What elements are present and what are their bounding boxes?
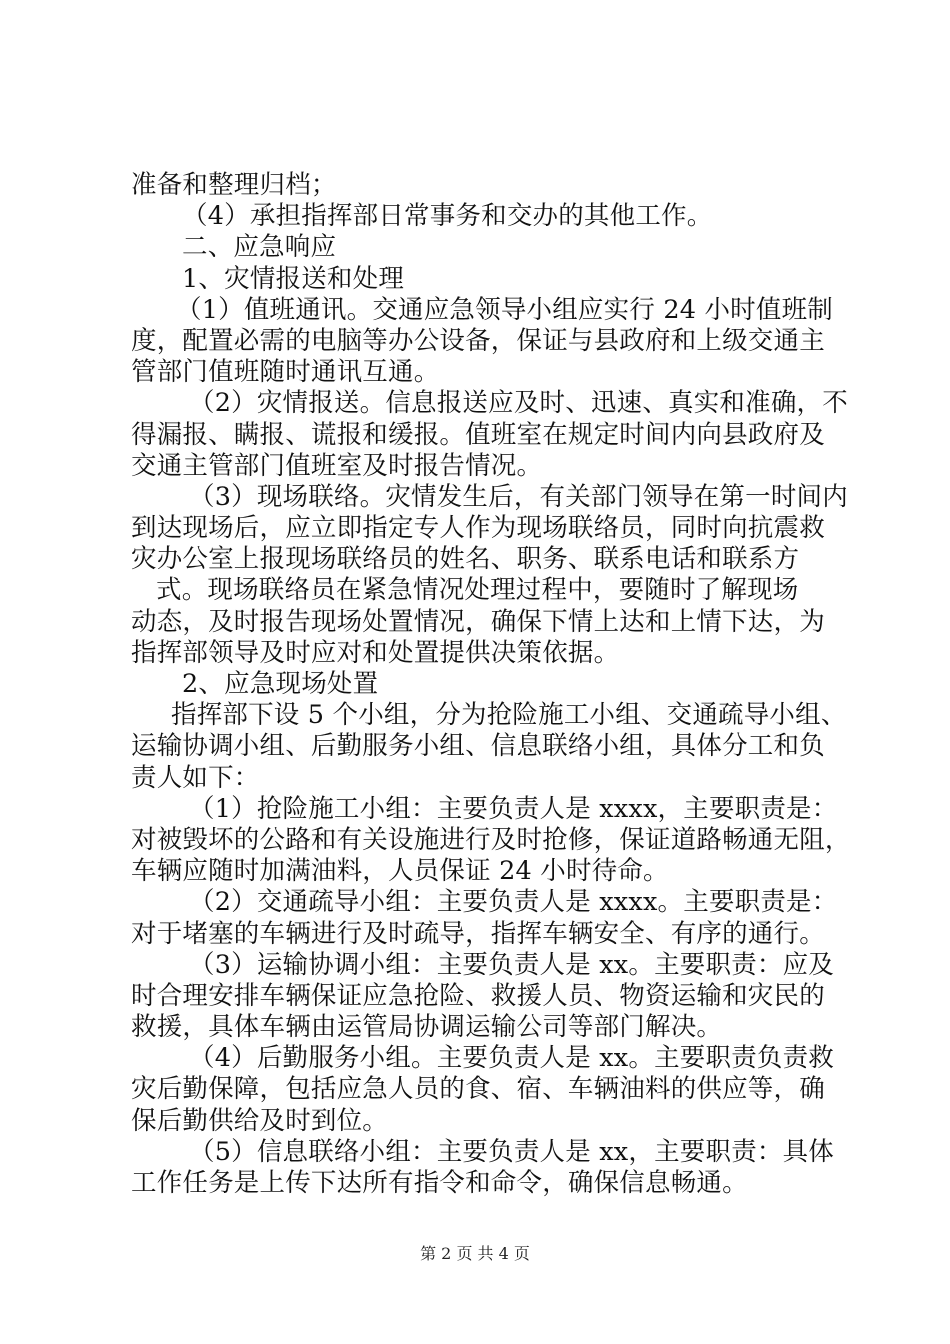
text-line: 灾办公室上报现场联络员的姓名、职务、联系电话和联系方 [131, 544, 800, 575]
text-line: （4）后勤服务小组。主要负责人是 xx。主要职责负责救 [189, 1043, 834, 1074]
text-line: （2）交通疏导小组：主要负责人是 xxxx。主要职责是： [189, 887, 838, 918]
section-heading: 二、应急响应 [182, 232, 337, 263]
text-line: 得漏报、瞒报、谎报和缓报。值班室在规定时间内向县政府及 [131, 419, 825, 450]
text-line: （3）运输协调小组：主要负责人是 xx。主要职责：应及 [189, 949, 834, 980]
subsection-heading: 2、应急现场处置 [182, 669, 379, 699]
text-line: 准备和整理归档； [131, 170, 337, 200]
text-line: 式。现场联络员在紧急情况处理过程中，要随时了解现场 [156, 575, 799, 606]
text-line: （5）信息联络小组：主要负责人是 xx，主要职责：具体 [189, 1136, 834, 1167]
text-line: 运输协调小组、后勤服务小组、信息联络小组，具体分工和负 [131, 731, 825, 762]
text-line: 对被毁坏的公路和有关设施进行及时抢修，保证道路畅通无阻， [131, 824, 851, 855]
text-line: 指挥部下设 5 个小组，分为抢险施工小组、交通疏导小组、 [171, 700, 847, 731]
text-line: （4）承担指挥部日常事务和交办的其他工作。 [182, 201, 713, 232]
page-number-footer: 第 2 页 共 4 页 [420, 1244, 530, 1263]
text-line: 工作任务是上传下达所有指令和命令，确保信息畅通。 [131, 1168, 748, 1198]
subsection-heading: 1、灾情报送和处理 [182, 263, 405, 294]
text-line: 管部门值班随时通讯互通。 [131, 357, 440, 388]
text-line: 责人如下： [131, 762, 260, 793]
text-line: 保后勤供给及时到位。 [131, 1105, 389, 1136]
text-line: （3）现场联络。灾情发生后，有关部门领导在第一时间内 [189, 481, 848, 512]
text-line: 救援，具体车辆由运管局协调运输公司等部门解决。 [131, 1012, 723, 1043]
text-line: （1）值班通讯。交通应急领导小组应实行 24 小时值班制 [176, 294, 833, 325]
text-line: 车辆应随时加满油料，人员保证 24 小时待命。 [131, 856, 669, 887]
text-line: （1）抢险施工小组：主要负责人是 xxxx，主要职责是： [189, 793, 838, 824]
document-body [131, 170, 851, 1199]
text-line: 时合理安排车辆保证应急抢险、救援人员、物资运输和灾民的 [131, 980, 825, 1011]
text-line: 度，配置必需的电脑等办公设备，保证与县政府和上级交通主 [131, 325, 825, 356]
text-line: 对于堵塞的车辆进行及时疏导，指挥车辆安全、有序的通行。 [131, 918, 825, 949]
text-line: （2）灾情报送。信息报送应及时、迅速、真实和准确，不 [189, 388, 848, 419]
text-line: 交通主管部门值班室及时报告情况。 [131, 450, 543, 481]
text-line: 动态，及时报告现场处置情况，确保下情上达和上情下达，为 [131, 606, 825, 637]
text-line: 到达现场后，应立即指定专人作为现场联络员，同时向抗震救 [131, 513, 825, 544]
text-line: 灾后勤保障，包括应急人员的食、宿、车辆油料的供应等，确 [131, 1074, 825, 1105]
text-line: 指挥部领导及时应对和处置提供决策依据。 [131, 637, 620, 668]
